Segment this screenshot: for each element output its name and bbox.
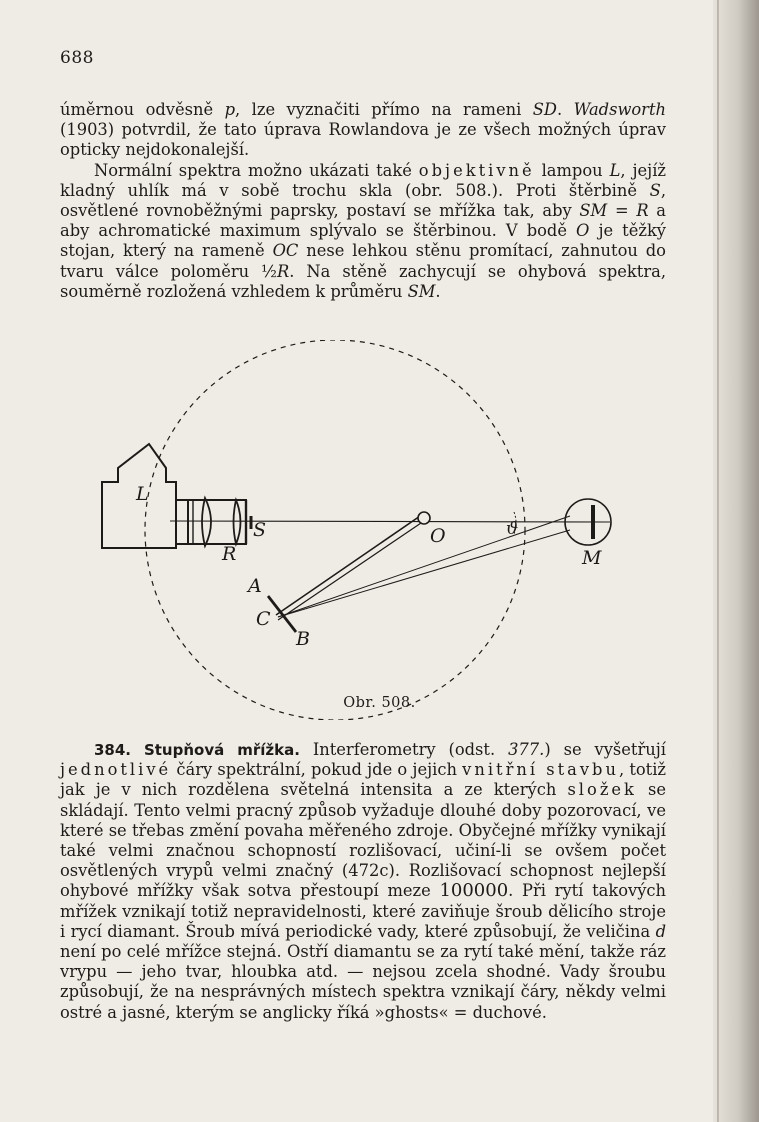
label-O: O bbox=[430, 525, 446, 547]
ray-lower bbox=[278, 530, 570, 617]
figure-caption: Obr. 508. bbox=[343, 695, 416, 711]
page-edge-line bbox=[717, 0, 719, 1122]
label-A: A bbox=[248, 575, 262, 597]
arm-OC bbox=[276, 514, 423, 615]
page-number: 688 bbox=[60, 48, 94, 68]
label-theta: ϑ bbox=[506, 519, 519, 539]
label-L: L bbox=[136, 483, 149, 505]
pivot-O bbox=[418, 512, 430, 524]
figure-508 bbox=[90, 340, 650, 720]
label-B: B bbox=[296, 628, 310, 650]
condenser-lens bbox=[202, 498, 211, 546]
label-M: M bbox=[582, 547, 602, 569]
focusing-lens bbox=[234, 500, 241, 544]
label-R: R bbox=[222, 543, 237, 565]
optical-axis bbox=[170, 521, 610, 522]
screen-AB bbox=[268, 596, 296, 632]
label-C: C bbox=[256, 608, 271, 630]
section-384: 384. Stupňová mřížka. Interferometry (odst. 377.) se vyšetřují jednotlivé čáry spektrální, pokud jde o jejich vnitřní stavbu, totiž jak je v nich rozdělena světelná intensita a ze kterých složek se skládají. Tento velmi pracný způsob vyžaduje dlouhé doby pozorovací, ve které se třebas změní povaha měřeného zdroje. Obyčejné mřížky vynikají také velmi značnou schopností rozlišovací, učiní-li se ovšem počet osvětlených vrypů velmi značný (472c). Rozlišovací schopnost nejlepší ohybové mřížky však sotva přestoupí meze 100000. Při rytí takových mřížek vznikají totiž nepravidelnosti, které zaviňuje šroub dělicího stroje i rycí diamant. Šroub mívá periodické vady, které způsobují, že veličina d není po celé mřížce stejná. Ostří diamantu se za rytí také mění, takže ráz vrypu — jeho tvar, hloubka atd. — nejsou zcela shodné. Vady šroubu způsobují, že na nesprávných místech spektra vznikají čáry, někdy velmi ostré a jasné, kterým se anglicky říká »ghosts« = duchové. bbox=[60, 740, 667, 1022]
ray-upper bbox=[278, 516, 570, 617]
top-text bbox=[60, 100, 666, 302]
page-edge-shadow bbox=[713, 0, 759, 1122]
figure-diagram bbox=[90, 340, 650, 720]
bottom-text bbox=[60, 740, 666, 1023]
label-S: S bbox=[253, 519, 267, 541]
paragraph-wadsworth: úměrnou odvěsně p, lze vyznačiti přímo na rameni SD. Wadsworth (1903) potvrdil, že tato úprava Rowlandova je ze všech možných úprav opticky nejdokonalejší. bbox=[60, 100, 666, 160]
paragraph-normal-spectra: Normální spektra možno ukázati také objektivně lampou L, jejíž kladný uhlík má v sobě trochu skla (obr. 508.). Proti štěrbině S, osvětlené rovnoběžnými paprsky, postaví se mřížka tak, aby SM = R a aby achromatické maximum splývalo se štěrbinou. V bodě O je těžký stojan, který na rameně OC nese lehkou stěnu promítací, zahnutou do tvaru válce poloměru ½R. Na stěně zachycují se ohybová spektra, souměrně rozložená vzhledem k průměru SM. bbox=[60, 160, 667, 301]
